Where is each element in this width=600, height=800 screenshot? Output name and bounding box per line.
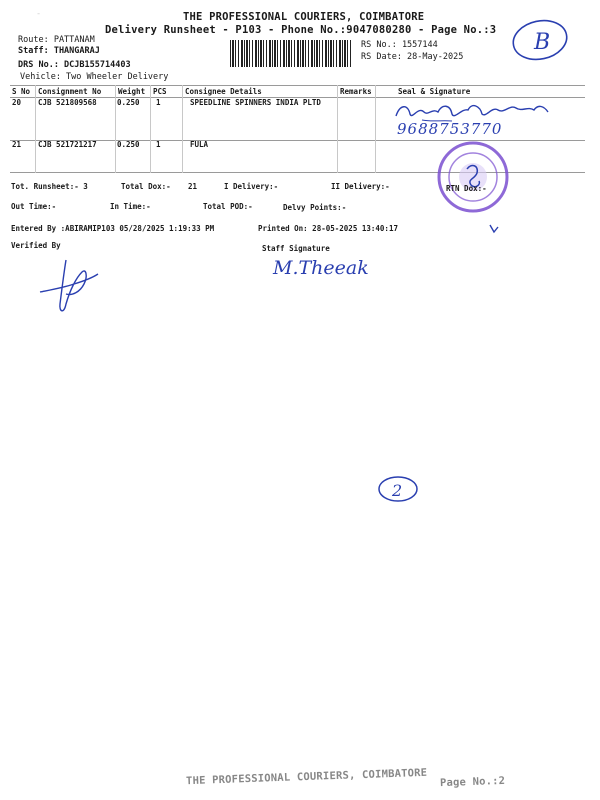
out-time: Out Time:- (11, 202, 57, 211)
row2-weight: 0.250 (117, 140, 140, 149)
barcode (230, 40, 352, 67)
col-header-seal: Seal & Signature (398, 87, 471, 96)
total-dox-value: 21 (188, 182, 198, 191)
company-seal-stamp (431, 139, 515, 215)
rs-date: RS Date: 28-May-2025 (361, 52, 464, 62)
verified-by: Verified By (11, 241, 61, 250)
rtn-dox: RTN Dox:- (446, 184, 487, 193)
runsheet-title: Delivery Runsheet - P103 - Phone No.:9047080280 - Page No.:3 (105, 24, 497, 36)
bleed-through-page: Page No.:2 (439, 774, 506, 790)
receiver-phone: 9688753770 (397, 120, 503, 138)
circled-letter-mark (510, 18, 572, 64)
drs-number: DRS No.: DCJB155714403 (18, 60, 131, 70)
col-header-weight: Weight (118, 87, 146, 96)
vehicle-label: Vehicle: Two Wheeler Delivery (20, 72, 169, 82)
staff-label: Staff: THANGARAJ (18, 46, 100, 56)
row2-sno: 21 (12, 140, 22, 149)
ii-delivery: II Delivery:- (331, 182, 390, 191)
row1-consignee: SPEEDLINE SPINNERS INDIA PLTD (190, 98, 321, 107)
verifier-signature (36, 254, 102, 320)
check-mark-icon (488, 223, 500, 235)
route-label: Route: PATTANAM (18, 35, 95, 45)
rs-number: RS No.: 1557144 (361, 40, 438, 50)
in-time: In Time:- (110, 202, 151, 211)
circled-number-mark (376, 474, 420, 504)
col-header-consignee: Consignee Details (185, 87, 262, 96)
tot-runsheet: Tot. Runsheet:- 3 (11, 182, 88, 191)
printed-on: Printed On: 28-05-2025 13:40:17 (258, 224, 398, 233)
circled-letter: B (534, 30, 551, 55)
col-header-remarks: Remarks (340, 87, 372, 96)
delvy-points: Delvy Points:- (283, 203, 347, 212)
entered-by: Entered By :ABIRAMIP103 05/28/2025 1:19:33 PM (11, 224, 215, 233)
row2-consignment: CJB 521721217 (38, 140, 97, 149)
row2-consignee: FULA (190, 140, 209, 149)
col-header-sno: S No (12, 87, 31, 96)
row1-weight: 0.250 (117, 98, 140, 107)
staff-signature-label: Staff Signature (262, 244, 330, 253)
total-dox-label: Total Dox:- (121, 182, 171, 191)
bleed-through-company: THE PROFESSIONAL COURIERS, COIMBATORE (185, 766, 428, 788)
circled-number: 2 (392, 481, 403, 500)
col-header-pcs: PCS (153, 87, 167, 96)
row1-sno: 20 (12, 98, 22, 107)
row1-consignment: CJB 521809568 (38, 98, 97, 107)
smudge-mark: - (36, 9, 42, 19)
staff-signature: M.Theeak (273, 257, 369, 279)
row1-pcs: 1 (156, 98, 161, 107)
row2-pcs: 1 (156, 140, 161, 149)
total-pod: Total POD:- (203, 202, 253, 211)
i-delivery: I Delivery:- (224, 182, 279, 191)
col-header-consignment: Consignment No (38, 87, 102, 96)
company-title: THE PROFESSIONAL COURIERS, COIMBATORE (183, 11, 425, 23)
